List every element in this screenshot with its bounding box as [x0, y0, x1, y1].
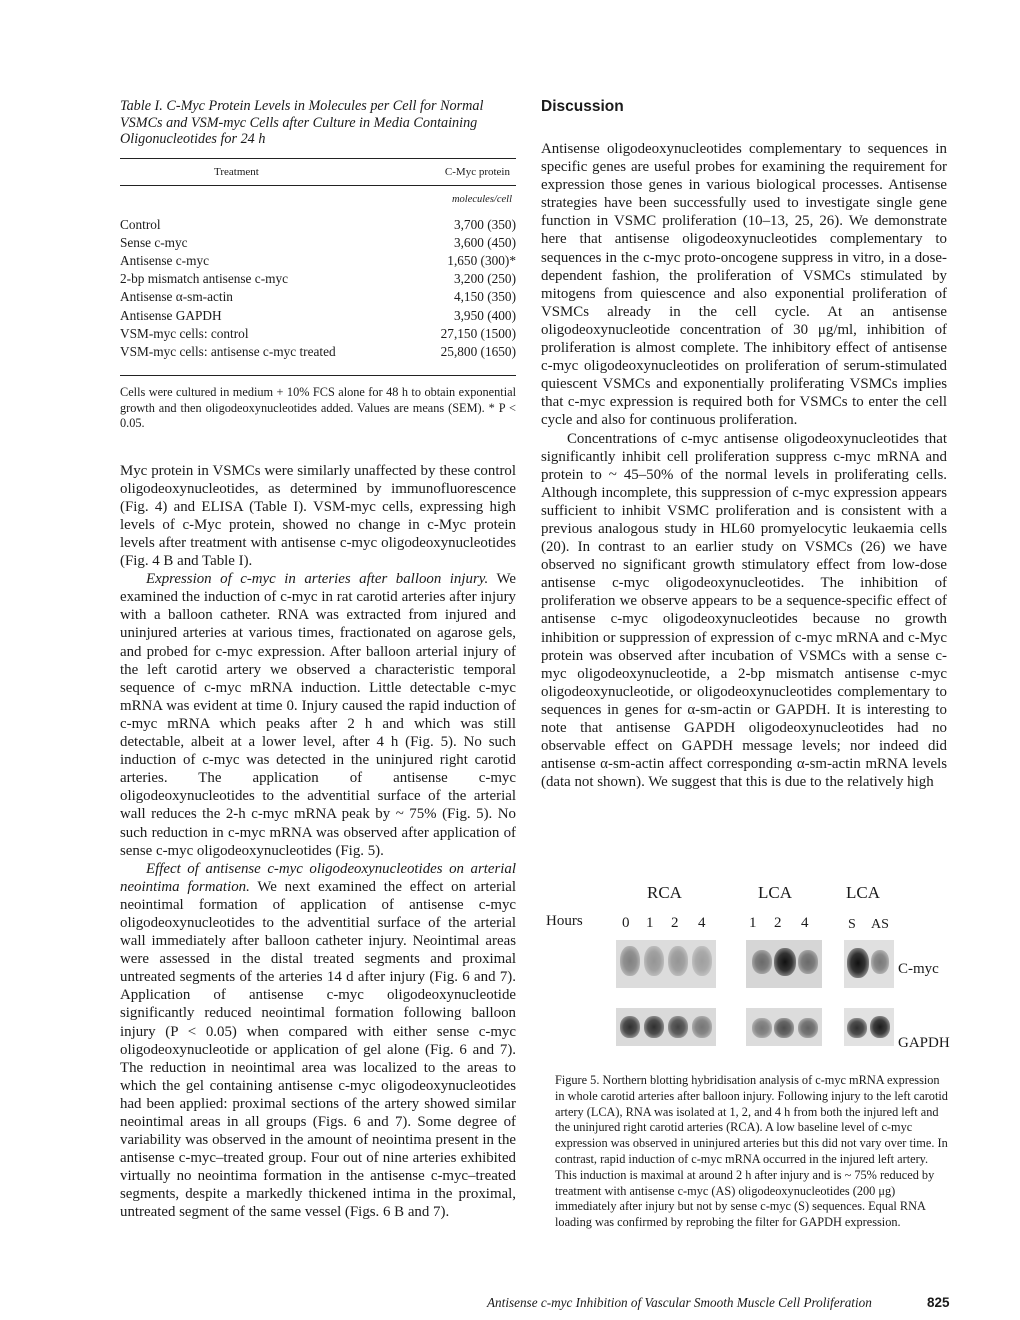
table-row: VSM-myc cells: control 27,150 (1500) [120, 325, 516, 341]
band [668, 1016, 688, 1038]
table-row: Antisense α-sm-actin 4,150 (350) [120, 289, 516, 305]
table-row: VSM-myc cells: antisense c-myc treated 25,800 (1650) [120, 343, 516, 359]
band [798, 1018, 818, 1038]
lane-label: 2 [774, 915, 782, 931]
band [774, 948, 796, 976]
band [692, 946, 712, 976]
band [774, 1018, 794, 1038]
table-header [120, 166, 516, 182]
table-row: Antisense GAPDH 3,950 (400) [120, 307, 516, 323]
table-bottom-rule [120, 375, 516, 376]
band [644, 946, 664, 976]
blot-lca-sas-gapdh [844, 1008, 894, 1046]
table-body [120, 216, 516, 362]
discussion-paragraph-1: Antisense oligodeoxynucleotides complementary to sequences in specific genes are useful probes for examining the requirement for expression those genes in various biological processes. Antisense strategies have been successfully used to investigate single gene function in VSMC proliferation (10–13, 25, 26). We demonstrate here that antisense oligodeoxynucleotides complementary to sequences in the c-myc proto-oncogene suppress in vitro, in a dose-dependent fashion, the proliferation of VSMCs stimulated by mitogens from quiescence and also exponential proliferation of VSMCs already in the cell cycle. At an antisense oligodeoxynucleotide concentration of 30 μg/ml, inhibition of proliferation is almost complete. The inhibitory effect of antisense c-myc oligodeoxynucleotides on proliferation of serum-stimulated quiescent VSMCs and exponentially proliferating VSMCs implies that c-myc expression is required both for VSMCs to enter the cell cycle and also for continuous proliferation. [541, 141, 947, 429]
lane-label: 0 [622, 915, 630, 931]
table-footnote: Cells were cultured in medium + 10% FCS alone for 48 h to obtain exponential growth and then oligodeoxynucleotides added. Values are means (SEM). * P < 0.05. [120, 385, 516, 431]
label-lca-1: LCA [758, 883, 792, 902]
discussion-paragraph-2: Concentrations of c-myc antisense oligodeoxynucleotides that significantly inhibit cell proliferation suppress c-myc mRNA and protein to ~ 45–50% of the normal levels in proliferating cells. Although incomplete, this suppression of c-myc expression appears sufficient to inhibit VSMC proliferation and is consistent with a previous analogous study in HL60 promyelocytic leukaemia cells (20). In contrast to an earlier study on VSMCs (26) we have observed no significant growth stimulatory effect from low-dose antisense c-myc oligodeoxynucleotides. The inhibition of proliferation we observe appears to be a sequence-specific effect of antisense c-myc oligodeoxynucleotides because no growth inhibition or suppression of expression of c-myc mRNA and c-Myc protein was observed after incubation of VSMCs with a sense c-myc oligodeoxynucleotide, a 2-bp mismatch antisense c-myc oligodeoxynucleotide, or oligodeoxynucleotides complementary to sequences in genes for α-sm-actin or GAPDH. It is interesting to note that antisense GAPDH oligodeoxynucleotides had no observable effect on GAPDH message levels; nor indeed did antisense α-sm-actin affect corresponding α-sm-actin mRNA levels (data not shown). We suggest that this is due to the relatively high [541, 430, 947, 791]
left-paragraph-2: Expression of c-myc in arteries after balloon injury. We examined the induction of c-myc in rat carotid arteries after injury with a balloon catheter. RNA was extracted from injured and uninjured arteries at various times, fractionated on agarose gels, and probed for c-myc expression. After balloon arterial injury of the left carotid artery we observed a characteristic temporal sequence of c-myc mRNA induction. Little detectable c-myc mRNA was evident at time 0. Injury caused the rapid induction of c-myc mRNA which peaks after 2 h and which was still detectable, albeit at a lower level, after 4 h (Fig. 5). No such induction of c-myc was detected in the uninjured right carotid arteries. The application of antisense c-myc oligodeoxynucleotides to the adventitial surface of the arterial wall reduces the 2-h c-myc mRNA peak by ~ 75% (Fig. 5). No such reduction in c-myc mRNA was observed after application of sense c-myc oligodeoxynucleotides (Fig. 5). [120, 571, 516, 859]
band [620, 1016, 640, 1038]
band [752, 950, 772, 974]
label-rca: RCA [647, 883, 682, 902]
band [871, 950, 889, 974]
discussion-heading: Discussion [541, 98, 624, 115]
blot-lca-cmyc [746, 940, 822, 988]
label-cmyc: C-myc [898, 961, 939, 977]
band [870, 1016, 890, 1038]
lane-label: 1 [749, 915, 757, 931]
band [752, 1018, 772, 1038]
lane-label: AS [871, 917, 889, 932]
blot-lca-gapdh [746, 1008, 822, 1046]
blot-rca-cmyc [616, 940, 716, 988]
band [692, 1016, 712, 1038]
lane-label: 2 [671, 915, 679, 931]
table-title: Table I. C-Myc Protein Levels in Molecules per Cell for Normal VSMCs and VSM-myc Cells after Culture in Media Containing Oligonucleotides for 24 h [120, 98, 484, 147]
band [847, 1018, 867, 1038]
band [798, 950, 818, 974]
label-hours: Hours [546, 913, 583, 929]
blot-rca-gapdh [616, 1008, 716, 1046]
left-paragraph-1: Myc protein in VSMCs were similarly unaffected by these control oligodeoxynucleotides, as determined by immunofluorescence (Fig. 4) and ELISA (Table I). VSM-myc cells, expressing high levels of c-Myc protein, showed no change in c-Myc protein levels after treatment with antisense c-myc oligodeoxynucleotides (Fig. 4 B and Table I). [120, 462, 516, 570]
left-paragraph-3: Effect of antisense c-myc oligodeoxynucleotides on arterial neointima formation. We next examined the effect on arterial neointimal formation of application of antisense c-myc oligodeoxynucleotides to the adventitial surface of the arterial wall immediately after balloon catheter injury. Neointimal areas were assessed in the distal treated segments and proximal untreated segments of the arteries 14 d after injury (Fig. 6 and 7). Application of antisense c-myc oligodeoxynucleotide significantly reduced neointimal formation following balloon injury (P < 0.05) when compared with either sense c-myc oligodeoxynucleotide or application of gel alone (Fig. 6 and 7). The reduction in neointimal area was localized to the areas to which the gel containing antisense c-myc oligodeoxynucleotides had been applied: proximal sections of the artery showed similar neointimal areas in all groups (Figs. 6 and 7). Some degree of variability was observed in the amount of neointima present in the antisense c-myc–treated group. Four out of nine arteries exhibited virtually no neointima formation in the antisense c-myc–treated segments, despite a markedly thickened intima in the proximal, untreated segment of the same vessel (Figs. 6 B and 7). [120, 860, 516, 1221]
table-row: Sense c-myc 3,600 (450) [120, 234, 516, 250]
lane-label: 4 [698, 915, 706, 931]
label-lca-2: LCA [846, 883, 880, 902]
band [620, 946, 640, 976]
table-row: 2-bp mismatch antisense c-myc 3,200 (250) [120, 271, 516, 287]
lane-label: S [848, 917, 856, 932]
table-top-rule [120, 158, 516, 159]
lane-label: 4 [801, 915, 809, 931]
page-number: 825 [927, 1295, 950, 1310]
band [847, 948, 869, 978]
col-treatment: Treatment [214, 165, 259, 178]
table-header-rule [120, 185, 516, 186]
running-footer: Antisense c-myc Inhibition of Vascular Smooth Muscle Cell Proliferation [487, 1295, 872, 1310]
band [644, 1016, 664, 1038]
figure-5-caption: Figure 5. Northern blotting hybridisation analysis of c-myc mRNA expression in whole carotid arteries after balloon injury. Following injury to the left carotid artery (LCA), RNA was isolated at 1, 2, and 4 h from both the injured left and the uninjured right carotid arteries (RCA). A low baseline level of c-myc expression was observed in uninjured arteries but this did not vary over time. In contrast, rapid induction of c-myc mRNA occurred in the injured left artery. This induction is maximal at around 2 h after injury and is ~ 75% reduced by treatment with antisense c-myc (AS) oligodeoxynucleotides (200 μg) immediately after injury but not by sense c-myc (S) sequences. Equal RNA loading was confirmed by reprobing the filter for GAPDH expression. [555, 1073, 948, 1230]
col-protein: C-Myc protein [444, 165, 510, 178]
lane-label: 1 [646, 915, 654, 931]
band [668, 946, 688, 976]
table-row: Antisense c-myc 1,650 (300)* [120, 252, 516, 268]
right-column [541, 98, 947, 791]
blot-lca-sas-cmyc [844, 940, 894, 988]
table-unit: molecules/cell [451, 193, 512, 205]
left-column [120, 98, 516, 1222]
table-row: Control 3,700 (350) [120, 216, 516, 232]
label-gapdh: GAPDH [898, 1035, 950, 1051]
figure-5-blot [546, 880, 948, 1065]
